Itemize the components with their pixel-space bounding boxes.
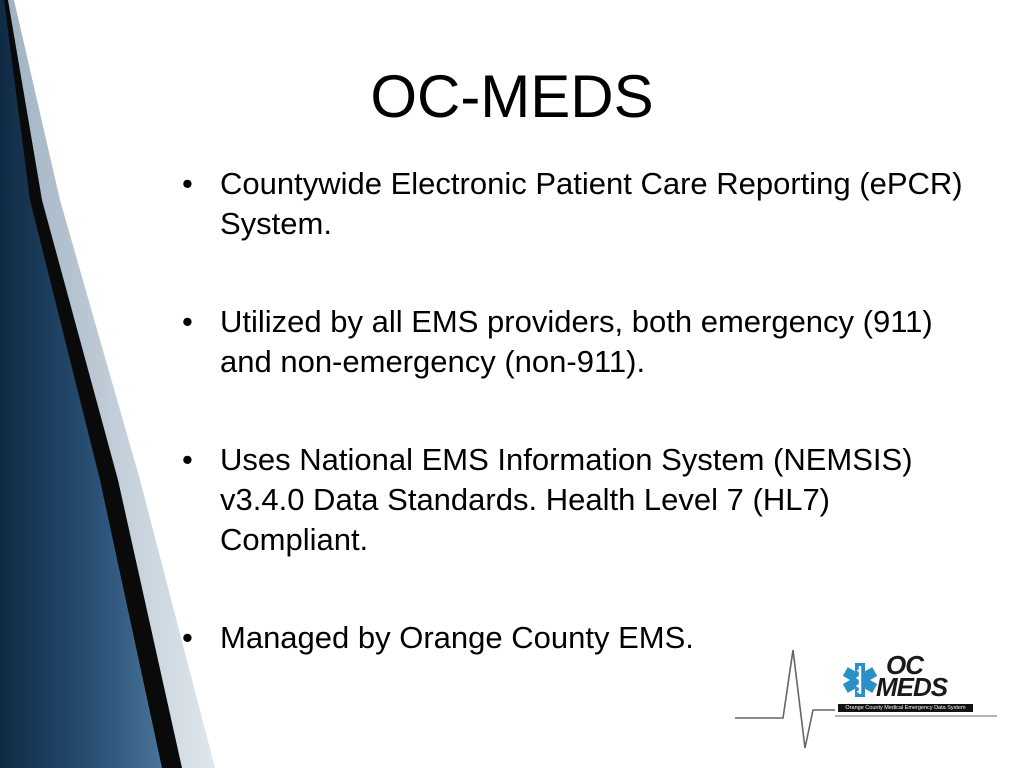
star-of-life-icon <box>843 663 877 697</box>
bullet-item: • Managed by Orange County EMS. <box>180 618 980 658</box>
logo-meds-text: MEDS <box>876 672 948 702</box>
heartbeat-line-icon <box>735 650 835 748</box>
slide-title-text: OC-MEDS <box>370 63 654 130</box>
bullet-item: • Utilized by all EMS providers, both emergency (911) and non-emergency (non-911). <box>180 302 980 382</box>
slide-title <box>0 62 1024 132</box>
logo-subtitle: Orange County Medical Emergency Data System <box>838 704 973 712</box>
bullet-list <box>180 164 980 716</box>
bullet-item: • Countywide Electronic Patient Care Reporting (ePCR) System. <box>180 164 980 244</box>
oc-meds-logo <box>735 648 1000 758</box>
bullet-item: • Uses National EMS Information System (NEMSIS) v3.4.0 Data Standards. Health Level 7 (HL7) Compliant. <box>180 440 980 560</box>
logo-oc-text: OC <box>886 650 923 680</box>
